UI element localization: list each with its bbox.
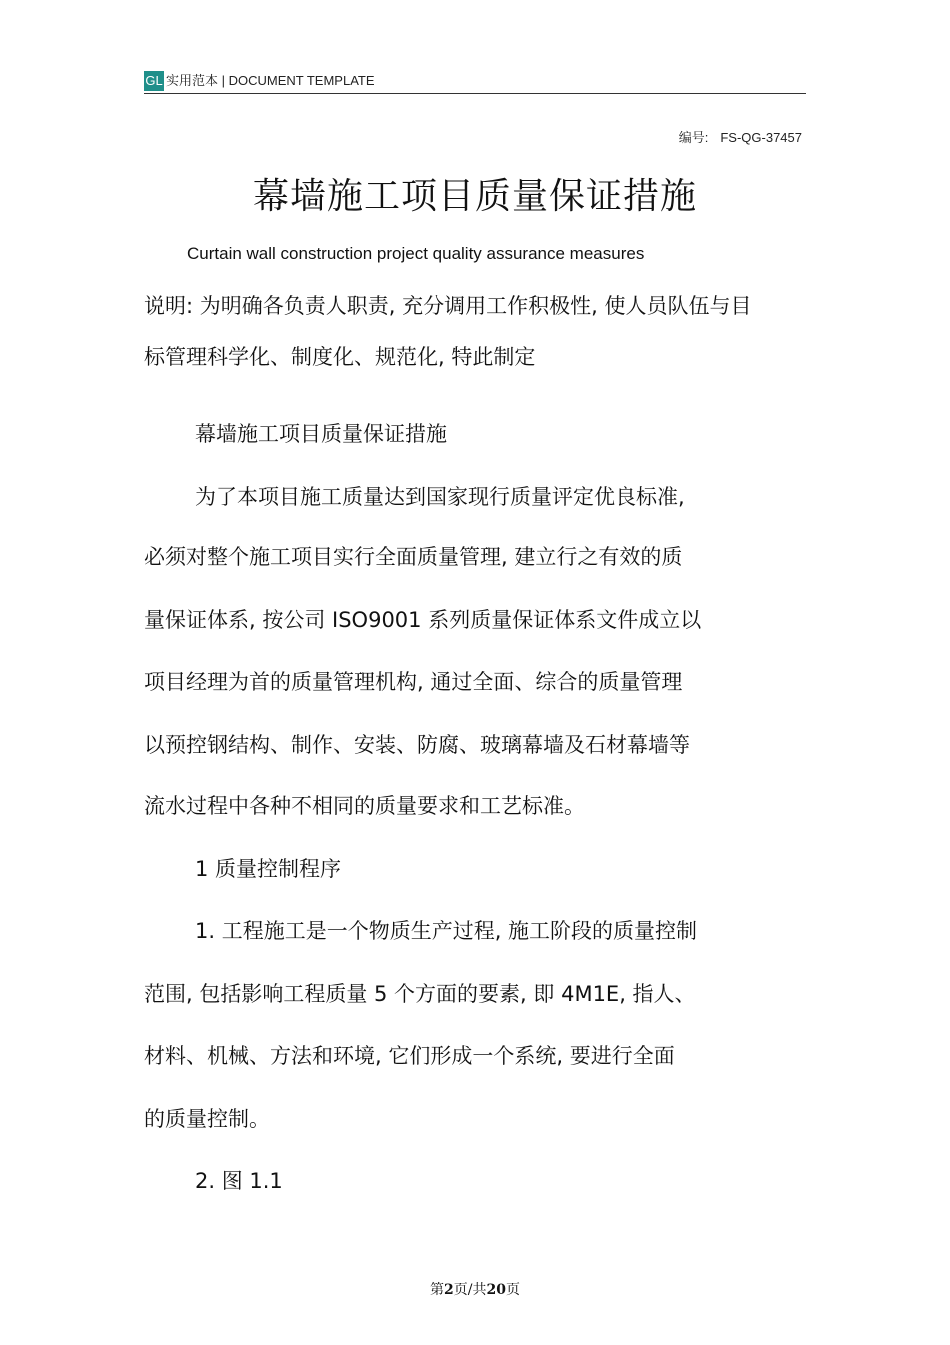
subsection-heading: 1 质量控制程序: [195, 857, 342, 881]
footer-mid: 页/共: [453, 1282, 487, 1298]
body-line-7: 1. 工程施工是一个物质生产过程, 施工阶段的质量控制: [195, 919, 698, 943]
header-text: 实用范本 | DOCUMENT TEMPLATE: [166, 73, 375, 88]
footer-page-number: 2: [444, 1282, 454, 1298]
document-number: [679, 127, 802, 146]
section-heading: 幕墙施工项目质量保证措施: [195, 422, 447, 446]
body-line-8: 范围, 包括影响工程质量 5 个方面的要素, 即 4M1E, 指人、: [144, 982, 696, 1006]
body-line-3: 量保证体系, 按公司 ISO9001 系列质量保证体系文件成立以: [144, 608, 702, 632]
document-number-value: FS-QG-37457: [720, 130, 802, 145]
page-header: [144, 71, 806, 94]
body-line-4: 项目经理为首的质量管理机构, 通过全面、综合的质量管理: [144, 670, 683, 694]
body-line-6: 流水过程中各种不相同的质量要求和工艺标准。: [144, 794, 585, 818]
footer-total-pages: 20: [486, 1282, 506, 1298]
document-title: 幕墙施工项目质量保证措施: [252, 176, 697, 217]
figure-reference: 2. 图 1.1: [195, 1169, 283, 1193]
document-subtitle: Curtain wall construction project quality assurance measures: [187, 244, 645, 263]
body-line-9: 材料、机械、方法和环境, 它们形成一个系统, 要进行全面: [144, 1044, 675, 1068]
gl-logo: GL: [144, 71, 164, 91]
intro-line-2: 标管理科学化、制度化、规范化, 特此制定: [144, 345, 536, 369]
body-line-10: 的质量控制。: [144, 1107, 270, 1131]
footer-prefix: 第: [430, 1282, 445, 1298]
footer-suffix: 页: [505, 1282, 520, 1298]
body-line-5: 以预控钢结构、制作、安装、防腐、玻璃幕墙及石材幕墙等: [144, 733, 690, 757]
document-number-label: 编号:: [678, 130, 709, 145]
intro-line-1: 说明: 为明确各负责人职责, 充分调用工作积极性, 使人员队伍与目: [144, 294, 752, 318]
body-line-2: 必须对整个施工项目实行全面质量管理, 建立行之有效的质: [144, 545, 683, 569]
page-footer: [0, 1279, 950, 1299]
body-line-1: 为了本项目施工质量达到国家现行质量评定优良标准,: [195, 485, 685, 509]
